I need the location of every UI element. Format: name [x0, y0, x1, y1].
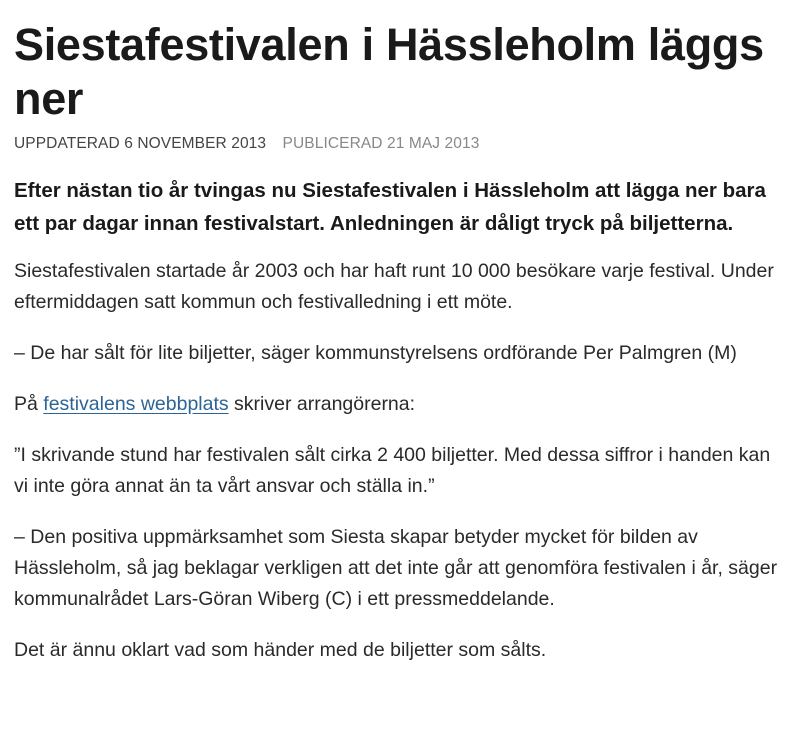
paragraph-3-before: På	[14, 393, 44, 415]
published-date: PUBLICERAD 21 MAJ 2013	[282, 135, 480, 152]
paragraph-2: – De har sålt för lite biljetter, säger kommunstyrelsens ordförande Per Palmgren (M)	[14, 342, 737, 364]
festival-website-link[interactable]: festivalens webbplats	[43, 393, 229, 415]
article-meta	[14, 134, 786, 154]
article-lead: Efter nästan tio år tvingas nu Siestafestivalen i Hässleholm att lägga ner bara ett par dagar innan festivalstart. Anledningen är dåligt tryck på biljetterna.	[14, 179, 766, 235]
updated-date: UPPDATERAD 6 NOVEMBER 2013	[14, 135, 267, 152]
paragraph-6: Det är ännu oklart vad som händer med de biljetter som sålts.	[14, 639, 547, 661]
paragraph-3	[14, 389, 786, 420]
paragraph-4-quote: ”I skrivande stund har festivalen sålt cirka 2 400 biljetter. Med dessa siffror i handen kan vi inte göra annat än ta vårt ansvar och ställa in.”	[14, 444, 771, 497]
article-headline: Siestafestivalen i Hässleholm läggs ner	[14, 19, 764, 124]
paragraph-5: – Den positiva uppmärksamhet som Siesta skapar betyder mycket för bilden av Hässleholm, så jag beklagar verkligen att det inte går att genomföra festivalen i år, säger kommunalrådet Lars-Göran Wiberg (C) i ett pressmeddelande.	[14, 526, 778, 610]
paragraph-1: Siestafestivalen startade år 2003 och har haft runt 10 000 besökare varje festival. Under eftermiddagen satt kommun och festivalledning i ett möte.	[14, 260, 774, 313]
paragraph-3-after: skriver arrangörerna:	[228, 393, 416, 415]
